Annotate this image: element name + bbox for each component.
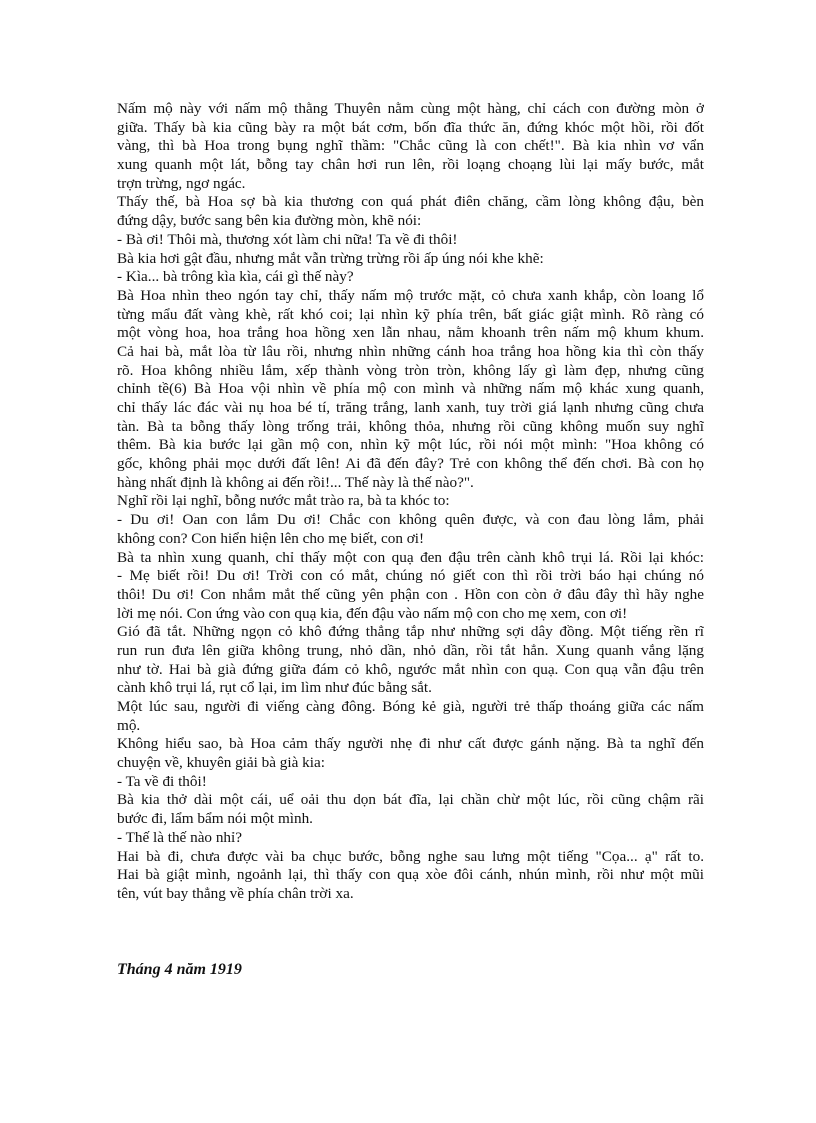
text-line: Bà ta nhìn xung quanh, chỉ thấy một con quạ đen đậu trên cành khô trụi lá. Rồi lại khóc: xyxy=(117,548,704,566)
text-line: - Du ơi! Oan con lắm Du ơi! Chắc con không quên được, và con đau lòng lắm, phải xyxy=(117,511,704,529)
text-line: tàn. Bà ta bỗng thấy lòng trống trải, không thỏa, nhưng rồi cũng không muốn suy nghĩ xyxy=(117,417,704,435)
text-line: lời mẹ nói. Con ứng vào con quạ kia, đến đậu vào nấm mộ con cho mẹ xem, con ơi! xyxy=(117,604,628,622)
text-line: run run đưa lên giữa không trung, nhỏ dần, nhỏ dần, rồi tắt hẳn. Xung quanh vắng lặng xyxy=(117,641,704,659)
text-line: Hai bà giật mình, ngoảnh lại, thì thấy con quạ xòe đôi cánh, nhún mình, rồi như một mũi xyxy=(117,866,704,884)
text-line: Gió đã tắt. Những ngọn cỏ khô đứng thẳng tắp như những sợi dây đồng. Một tiếng rền rĩ xyxy=(117,623,704,641)
text-line: hàng nhất định là không ai đến rồi!... Thế này là thế nào?". xyxy=(117,473,474,491)
text-line: Bà Hoa nhìn theo ngón tay chỉ, thấy nấm mộ trước mặt, cỏ chưa xanh khắp, còn loang lổ xyxy=(117,286,704,304)
text-line: xung quanh một lát, bỗng tay chân hơi run lên, rồi loạng choạng lùi lại mấy bước, mắt xyxy=(117,156,704,174)
text-line: Hai bà đi, chưa được vài ba chục bước, bỗng nghe sau lưng một tiếng "Cọa... ạ" rất to. xyxy=(117,847,704,865)
text-line: mộ. xyxy=(117,716,141,734)
text-line: thôi! Du ơi! Con nhắm mắt thế cũng yên phận con . Hồn con còn ở đâu đây thì hãy nghe xyxy=(117,585,704,603)
text-line: Cả hai bà, mắt lòa từ lâu rồi, nhưng nhìn những cánh hoa trắng hoa hồng kia thì còn thấy xyxy=(117,342,704,360)
text-line: gốc, không phải mọc dưới đất lên! Ai đã đến đây? Trẻ con không thể đến chơi. Bà con họ xyxy=(117,455,704,473)
text-line: - Ta về đi thôi! xyxy=(117,772,207,790)
text-line: - Bà ơi! Thôi mà, thương xót làm chi nữa! Ta về đi thôi! xyxy=(117,230,458,248)
text-line: Nghĩ rồi lại nghĩ, bỗng nước mắt trào ra, bà ta khóc to: xyxy=(117,492,450,510)
date-signature: Tháng 4 năm 1919 xyxy=(117,961,242,978)
text-line: Một lúc sau, người đi viếng càng đông. Bóng kẻ già, người trẻ thấp thoáng giữa các nấm xyxy=(117,698,704,715)
text-line: giữa. Thấy bà kia cũng bày ra một bát cơm, bốn đĩa thức ăn, đứng khóc một hồi, rồi đốt xyxy=(117,118,704,136)
text-line: đứng dậy, bước sang bên kia đường mòn, khẽ nói: xyxy=(117,212,422,230)
text-line: chỉnh tề(6) Bà Hoa vội nhìn về phía mộ con mình và những nấm mộ khác xung quanh, xyxy=(117,380,704,398)
text-line: như tờ. Hai bà già đứng giữa đám cỏ khô, ngước mắt nhìn con quạ. Con quạ vẫn đậu trên xyxy=(117,660,704,678)
text-line: chỉ thấy lác đác vài nụ hoa bé tí, trăng trắng, lanh xanh, tuy trời giá lạnh nhưng cũng chưa xyxy=(117,399,704,416)
text-line: Không hiểu sao, bà Hoa cảm thấy người nhẹ đi như cất được gánh nặng. Bà ta nghĩ đến xyxy=(117,735,704,753)
story-text xyxy=(117,100,704,904)
text-line: không con? Con hiển hiện lên cho mẹ biết, con ơi! xyxy=(117,529,425,547)
text-line: thêm. Bà kia bước lại gần mộ con, nhìn kỹ một lúc, rồi nói một mình: "Hoa không có xyxy=(117,436,704,454)
text-line: tên, vút bay thẳng về phía chân trời xa. xyxy=(117,884,354,902)
text-line: Nấm mộ này với nấm mộ thằng Thuyên nằm cùng một hàng, chỉ cách con đường mòn ở xyxy=(117,100,704,117)
text-line: Bà kia thở dài một cái, uể oải thu dọn bát đĩa, lại chần chừ một lúc, rồi cũng chậm rãi xyxy=(117,791,704,809)
text-line: rõ. Hoa không nhiều lắm, xếp thành vòng tròn tròn, không lấy gì làm đẹp, nhưng cũng xyxy=(117,361,704,379)
text-line: Thấy thế, bà Hoa sợ bà kia thương con quá phát điên chăng, cầm lòng không đậu, bèn xyxy=(117,193,704,211)
text-line: từng mẩu đất vàng khè, rất khó coi; lại nhìn kỹ phía trên, bất giác giật mình. Rõ ràng có xyxy=(117,305,704,323)
text-line: cành khô trụi lá, rụt cổ lại, im lìm như đúc bằng sắt. xyxy=(117,679,432,697)
text-line: một vòng hoa, hoa trắng hoa hồng xen lẫn nhau, nằm khoanh trên nấm mộ khum khum. xyxy=(117,324,704,342)
text-line: - Thế là thế nào nhỉ? xyxy=(117,828,242,846)
text-line: chuyện về, khuyên giải bà già kia: xyxy=(117,754,325,772)
text-line: - Mẹ biết rồi! Du ơi! Trời con có mắt, chúng nó giết con thì rồi trời báo hại chúng nó xyxy=(117,567,704,585)
text-line: trợn trừng, ngơ ngác. xyxy=(117,174,246,192)
text-line: Bà kia hơi gật đầu, nhưng mắt vẫn trừng trừng rồi ấp úng nói khe khẽ: xyxy=(117,249,544,267)
text-line: - Kìa... bà trông kìa kìa, cái gì thế này? xyxy=(117,268,354,286)
text-line: bước đi, lẩm bẩm nói một mình. xyxy=(117,810,313,828)
text-line: vàng, thì bà Hoa trong bụng nghĩ thầm: "Chắc cũng là con chết!". Bà kia nhìn vơ vẩn xyxy=(117,137,704,155)
